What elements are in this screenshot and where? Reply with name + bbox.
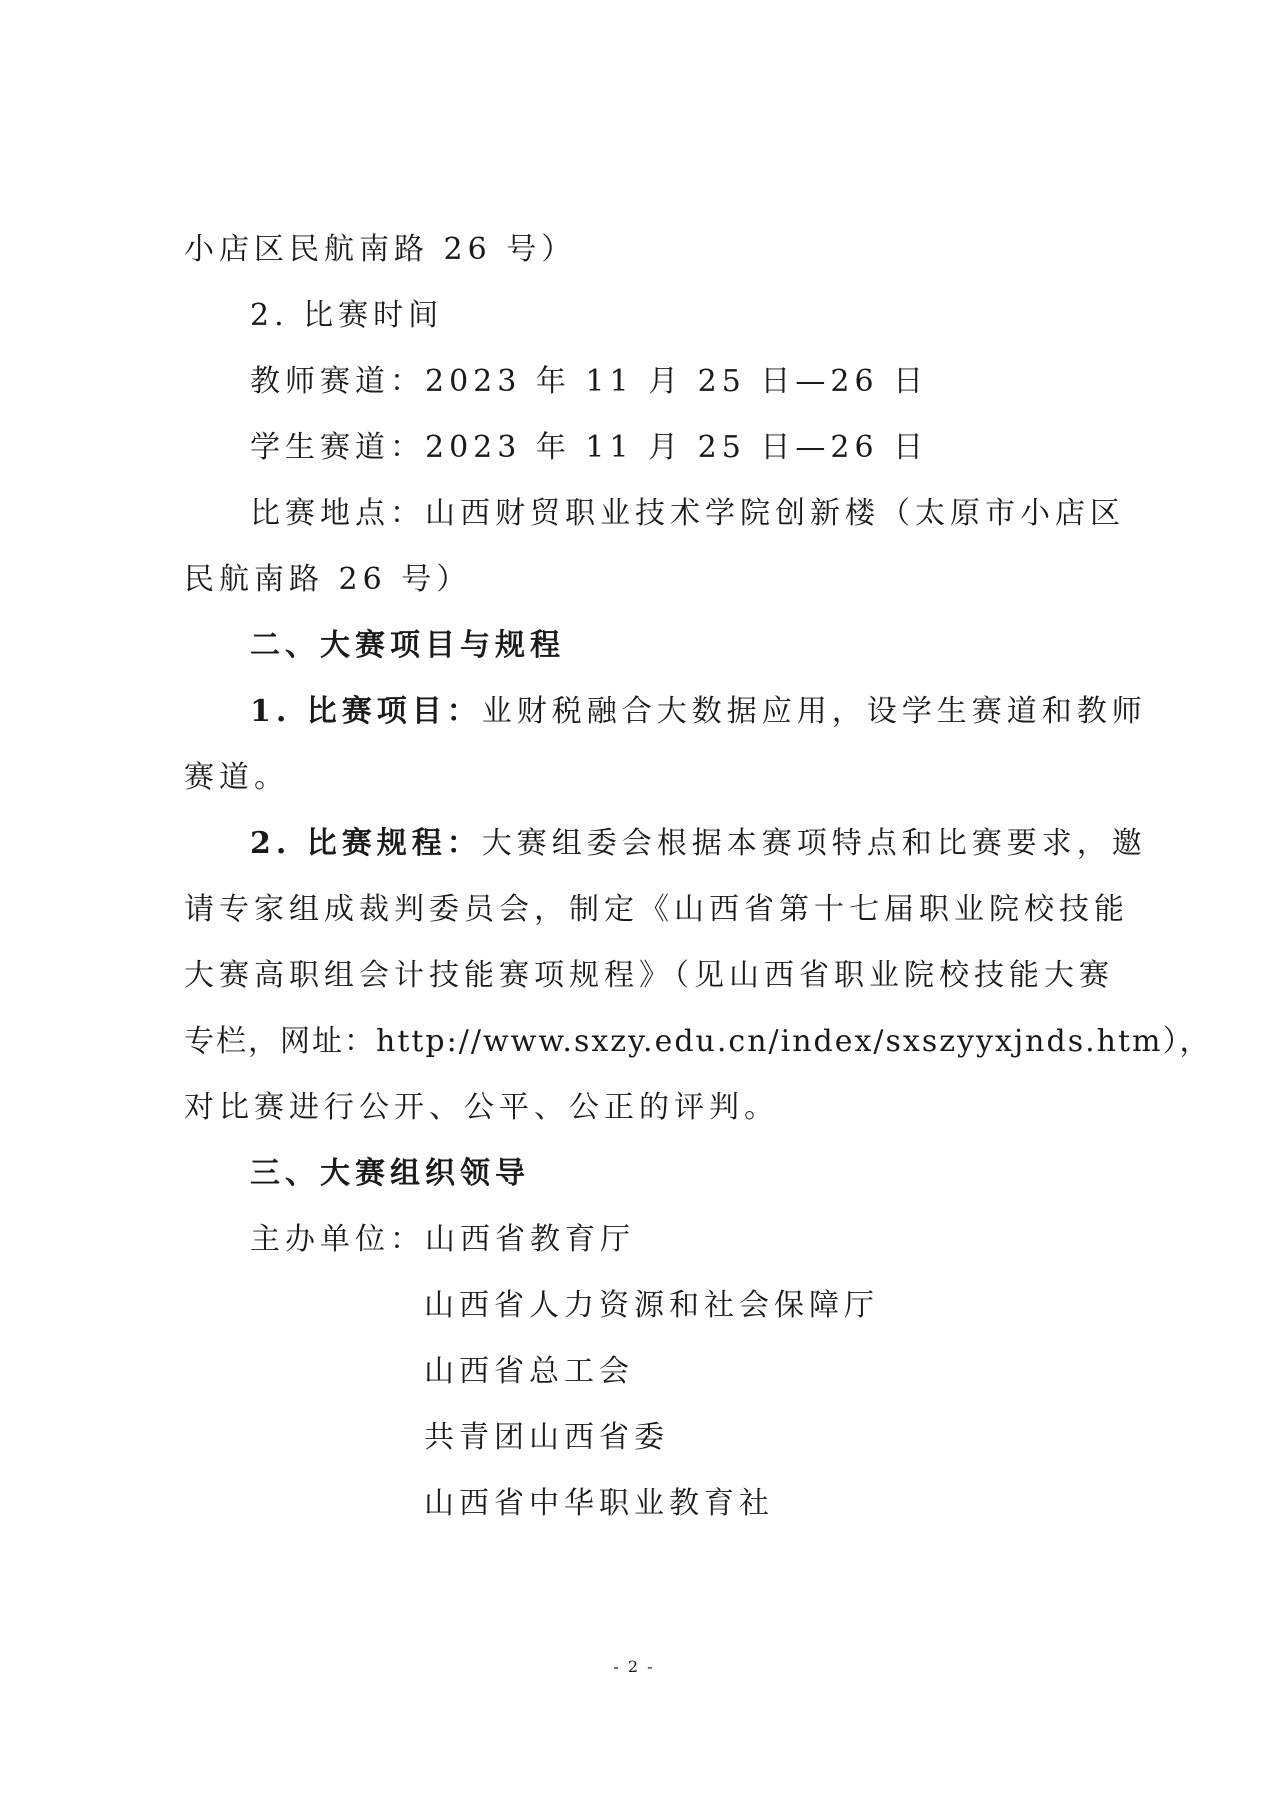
text-line: 学生赛道：2023 年 11 月 25 日—26 日 <box>250 430 929 465</box>
page-number: - 2 - <box>613 1657 655 1676</box>
text-line: 大赛高职组会计技能赛项规程》（见山西省职业院校技能大赛 <box>184 958 1114 993</box>
item-label: 2. 比赛规程： <box>250 826 482 861</box>
item-text: 业财税融合大数据应用，设学生赛道和教师 <box>481 694 1147 729</box>
host-item: 山西省人力资源和社会保障厅 <box>424 1288 879 1323</box>
text-line: 比赛地点：山西财贸职业技术学院创新楼（太原市小店区 <box>250 496 1125 531</box>
host-item: 山西省中华职业教育社 <box>424 1486 774 1521</box>
host-label-line: 主办单位：山西省教育厅 <box>250 1222 635 1257</box>
item-label: 1. 比赛项目： <box>250 694 482 729</box>
text-line: 2. 比赛时间 <box>250 298 444 333</box>
text-line: 小店区民航南路 26 号） <box>184 232 577 267</box>
paragraph-line <box>250 692 1147 732</box>
section-heading-3: 三、大赛组织领导 <box>250 1156 530 1191</box>
text-line: 对比赛进行公开、公平、公正的评判。 <box>184 1090 779 1125</box>
text-line: 教师赛道：2023 年 11 月 25 日—26 日 <box>250 364 929 399</box>
host-item: 山西省总工会 <box>424 1354 634 1389</box>
text-line: 专栏，网址：http://www.sxzy.edu.cn/index/sxszyyxjnds.htm）， <box>184 1024 1212 1059</box>
section-heading-2: 二、大赛项目与规程 <box>250 628 565 663</box>
text-line: 民航南路 26 号） <box>184 562 472 597</box>
paragraph-line <box>250 824 1147 864</box>
text-line: 请专家组成裁判委员会，制定《山西省第十七届职业院校技能 <box>184 892 1129 927</box>
item-text: 大赛组委会根据本赛项特点和比赛要求，邀 <box>481 826 1147 861</box>
host-item: 共青团山西省委 <box>424 1420 669 1455</box>
text-line: 赛道。 <box>184 760 289 795</box>
